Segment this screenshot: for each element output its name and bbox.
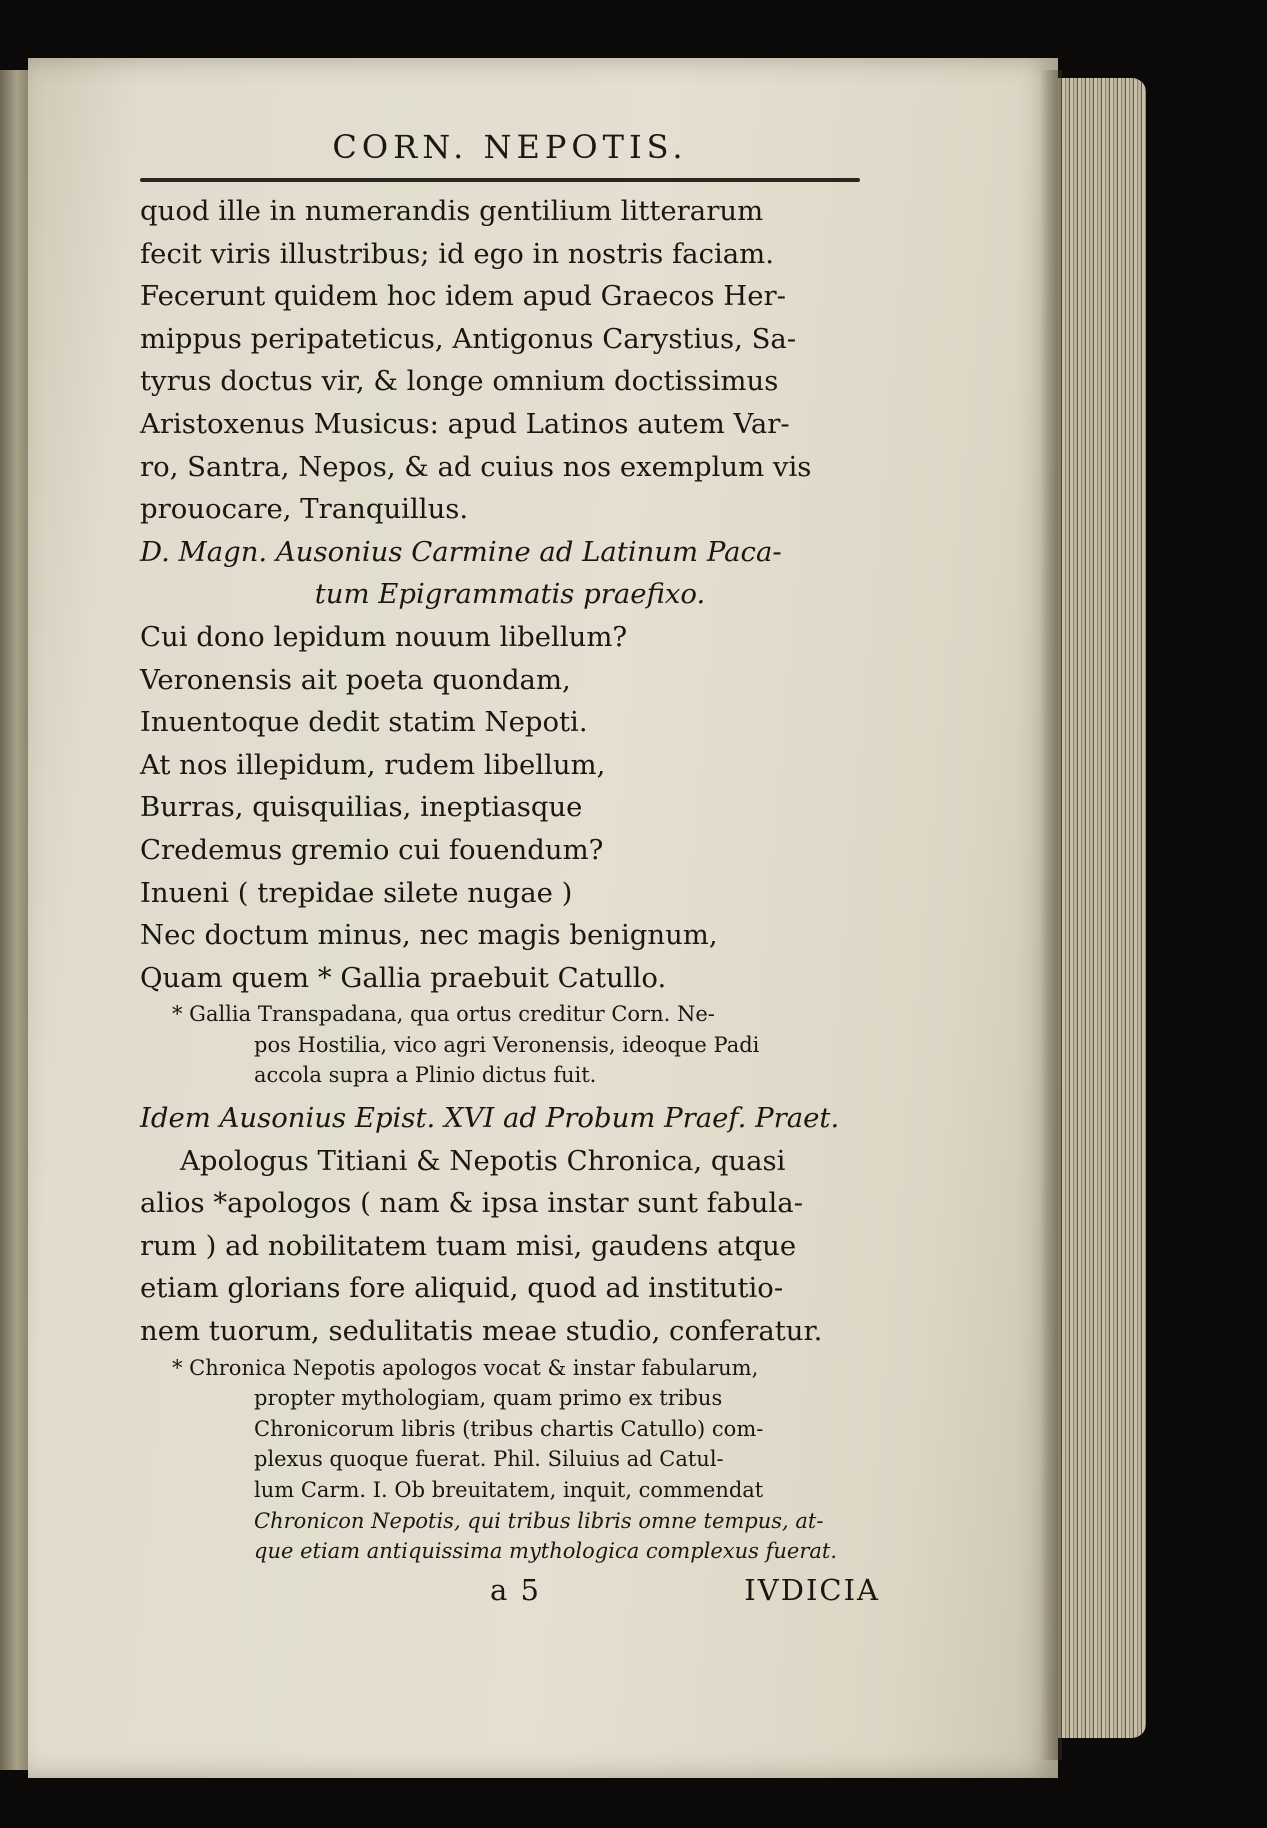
poem-block [140,616,880,999]
prose-line: Aristoxenus Musicus: apud Latinos autem Var- [140,407,790,440]
prose-block [140,190,880,531]
page-curl-shadow [1040,70,1062,1760]
footnote-line: pos Hostilia, vico agri Veronensis, ideoque Padi [254,1032,760,1057]
poem-line: Inuentoque dedit statim Nepoti. [140,706,588,739]
header-rule [140,178,860,182]
letter-block [140,1140,880,1353]
footnote-gallia [140,999,880,1091]
prose-line: tyrus doctus vir, & longe omnium doctissimus [140,365,779,398]
ausonius-heading [140,531,880,616]
poem-line: Quam quem * Gallia praebuit Catullo. [140,961,667,994]
footnote-line: plexus quoque fuerat. Phil. Siluius ad Catul- [254,1447,724,1472]
prose-line: ro, Santra, Nepos, & ad cuius nos exemplum vis [140,450,812,483]
page-text [140,190,880,1613]
poem-line: Credemus gremio cui fouendum? [140,833,604,866]
poem-line: Veronensis ait poeta quondam, [140,663,571,696]
heading-line: tum Epigrammatis praefixo. [314,578,706,611]
prose-line: fecit viris illustribus; id ego in nostris faciam. [140,237,774,270]
ausonius-epistle-heading: Idem Ausonius Epist. XVI ad Probum Praef. Praet. [140,1102,840,1135]
footnote-line: que etiam antiquissima mythologica complexus fuerat. [254,1539,838,1564]
footnote-line: accola supra a Plinio dictus fuit. [254,1063,597,1088]
facing-page-edge [0,70,28,1770]
heading-line: D. Magn. Ausonius Carmine ad Latinum Paca- [140,535,782,568]
footnote-chronica [140,1353,880,1567]
prose-line: Fecerunt quidem hoc idem apud Graecos Her- [140,280,786,313]
catchword: IVDICIA [744,1572,880,1607]
poem-line: Cui dono lepidum nouum libellum? [140,620,628,653]
letter-line: alios *apologos ( nam & ipsa instar sunt fabula- [140,1187,803,1220]
letter-line: Apologus Titiani & Nepotis Chronica, quasi [180,1144,786,1177]
prose-line: quod ille in numerandis gentilium litterarum [140,195,764,227]
footnote-line: * Chronica Nepotis apologos vocat & instar fabularum, [172,1355,759,1380]
letter-line: rum ) ad nobilitatem tuam misi, gaudens atque [140,1229,797,1262]
signature-mark: a 5 [490,1572,541,1607]
poem-line: At nos illepidum, rudem libellum, [140,748,606,781]
poem-line: Burras, quisquilias, ineptiasque [140,791,583,824]
prose-line: prouocare, Tranquillus. [140,493,469,526]
letter-line: etiam glorians fore aliquid, quod ad institutio- [140,1272,784,1305]
footnote-line: * Gallia Transpadana, qua ortus creditur Corn. Ne- [172,1002,715,1027]
footnote-line: Chronicorum libris (tribus chartis Catullo) com- [254,1416,764,1441]
poem-line: Inueni ( trepidae silete nugae ) [140,876,573,909]
poem-line: Nec doctum minus, nec magis benignum, [140,919,718,952]
prose-line: mippus peripateticus, Antigonus Carystius, Sa- [140,322,797,355]
footnote-line: propter mythologiam, quam primo ex tribus [254,1386,723,1411]
footnote-line: lum Carm. I. Ob breuitatem, inquit, commendat [254,1478,764,1502]
footnote-line: Chronicon Nepotis, qui tribus libris omne tempus, at- [254,1508,824,1533]
letter-line: nem tuorum, sedulitatis meae studio, conferatur. [140,1315,823,1348]
page-footer [140,1567,880,1613]
running-header: CORN. NEPOTIS. [332,128,688,166]
